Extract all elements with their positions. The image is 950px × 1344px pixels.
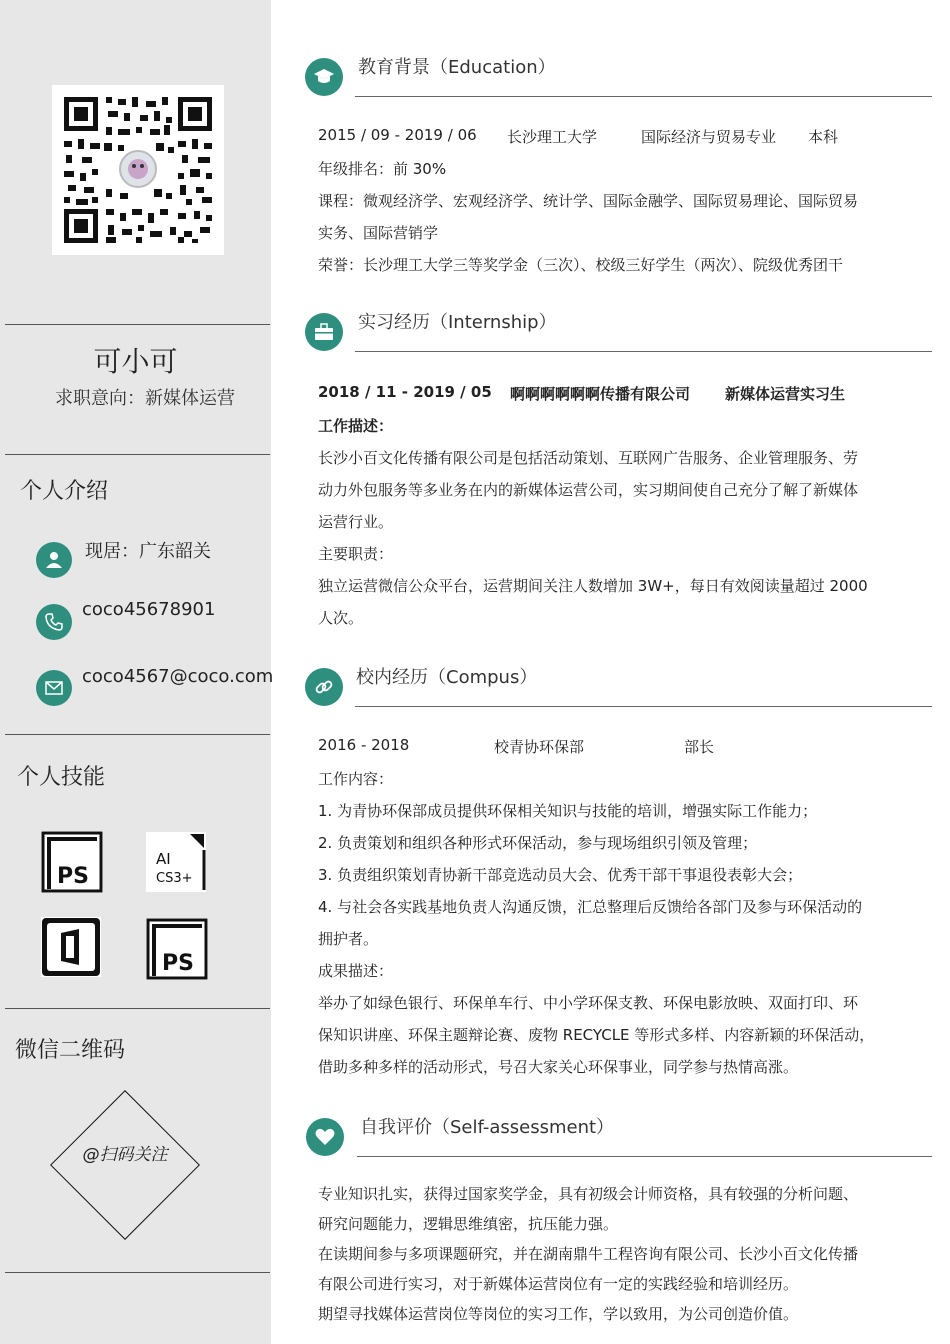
campus-period: 2016 - 2018: [318, 736, 410, 754]
sidebar-divider: [5, 324, 270, 325]
user-icon: [36, 542, 72, 578]
svg-text:CS3+: CS3+: [156, 871, 193, 886]
briefcase-icon: [305, 313, 343, 351]
svg-text:AI: AI: [156, 850, 171, 868]
intro-heading: 个人介绍: [20, 479, 109, 504]
scan-label: @扫码关注: [82, 1145, 168, 1165]
campus-org: 校青协环保部: [494, 738, 585, 756]
job-objective: 求职意向：新媒体运营: [55, 388, 235, 409]
internship-company: 啊啊啊啊啊啊传播有限公司: [510, 385, 691, 403]
section-divider: [355, 706, 932, 707]
phone-number[interactable]: coco45678901: [82, 599, 216, 620]
campus-role: 部长: [684, 738, 715, 756]
self-line: 有限公司进行实习，对于新媒体运营岗位有一定的实践经验和培训经历。: [318, 1275, 799, 1293]
mail-icon: [36, 670, 72, 706]
self-title: 自我评价（Self-assessment）: [360, 1117, 615, 1138]
location: 现居：广东韶关: [85, 541, 211, 562]
campus-line: 保知识讲座、环保主题辩论赛、废物 RECYCLE 等形式多样、内容新颖的环保活动，: [318, 1026, 875, 1044]
sidebar-divider: [5, 734, 270, 735]
campus-title: 校内经历（Compus）: [356, 667, 538, 688]
illustrator-icon: [146, 832, 206, 892]
section-divider: [355, 351, 932, 352]
sidebar-divider: [5, 454, 270, 455]
campus-line: 1. 为青协环保部成员提供环保相关知识与技能的培训，增强实际工作能力；: [318, 802, 818, 820]
phone-icon: [36, 604, 72, 640]
internship-desc-label: 工作描述：: [318, 417, 394, 435]
self-line: 期望寻找媒体运营岗位等岗位的实习工作，学以致用，为公司创造价值。: [318, 1305, 799, 1323]
link-icon: [305, 668, 343, 706]
internship-line: 独立运营微信公众平台，运营期间关注人数增加 3W+，每日有效阅读量超过 2000: [318, 577, 868, 595]
qr-code-graphic: [52, 85, 224, 255]
self-line: 研究问题能力，逻辑思维缜密，抗压能力强。: [318, 1215, 619, 1233]
education-title: 教育背景（Education）: [358, 57, 556, 78]
campus-line: 3. 负责组织策划青协新干部竞选动员大会、优秀干部干事退役表彰大会；: [318, 866, 803, 884]
education-line: 荣誉：长沙理工大学三等奖学金（三次）、校级三好学生（两次）、院级优秀团干: [318, 256, 844, 274]
internship-line: 长沙小百文化传播有限公司是包括活动策划、互联网广告服务、企业管理服务、劳: [318, 449, 859, 467]
candidate-name: 可小可: [93, 345, 178, 378]
heart-icon: [306, 1118, 344, 1156]
internship-line: 人次。: [318, 609, 364, 627]
sidebar-divider: [5, 1008, 270, 1009]
education-line: 年级排名：前 30%: [318, 160, 447, 178]
education-line: 实务、国际营销学: [318, 224, 439, 242]
internship-line: 主要职责：: [318, 545, 394, 563]
self-line: 专业知识扎实，获得过国家奖学金，具有初级会计师资格，具有较强的分析问题、: [318, 1185, 859, 1203]
internship-period: 2018 / 11 - 2019 / 05: [318, 383, 492, 401]
photoshop-icon-2: [146, 918, 208, 980]
self-line: 在读期间参与多项课题研究，并在湖南鼎牛工程咨询有限公司、长沙小百文化传播: [318, 1245, 859, 1263]
campus-line: 举办了如绿色银行、环保单车行、中小学环保支教、环保电影放映、双面打印、环: [318, 994, 859, 1012]
education-line: 课程：微观经济学、宏观经济学、统计学、国际金融学、国际贸易理论、国际贸易: [318, 192, 859, 210]
education-major: 国际经济与贸易专业: [641, 128, 777, 146]
campus-line: 4. 与社会各实践基地负责人沟通反馈，汇总整理后反馈给各部门及参与环保活动的: [318, 898, 863, 916]
wechat-heading: 微信二维码: [15, 1038, 126, 1063]
section-divider: [357, 1156, 932, 1157]
svg-text:PS: PS: [162, 951, 194, 976]
internship-role: 新媒体运营实习生: [725, 385, 846, 403]
office-icon: [41, 917, 101, 977]
section-divider: [355, 96, 932, 97]
internship-title: 实习经历（Internship）: [358, 312, 557, 333]
education-degree: 本科: [808, 128, 839, 146]
campus-line: 拥护者。: [318, 930, 379, 948]
internship-line: 动力外包服务等多业务在内的新媒体运营公司，实习期间使自己充分了解了新媒体: [318, 481, 859, 499]
campus-line: 借助多种多样的活动形式，号召大家关心环保事业，同学参与热情高涨。: [318, 1058, 799, 1076]
graduation-cap-icon: [305, 58, 343, 96]
internship-line: 运营行业。: [318, 513, 394, 531]
photoshop-icon: [41, 831, 103, 893]
skills-heading: 个人技能: [17, 765, 106, 790]
sidebar-divider: [5, 1272, 270, 1273]
campus-line: 2. 负责策划和组织各种形式环保活动，参与现场组织引领及管理；: [318, 834, 758, 852]
campus-line: 成果描述：: [318, 962, 394, 980]
qr-code: [52, 85, 224, 255]
education-period: 2015 / 09 - 2019 / 06: [318, 126, 477, 144]
email-address[interactable]: coco4567@coco.com: [82, 666, 274, 687]
campus-line: 工作内容：: [318, 770, 394, 788]
svg-text:PS: PS: [57, 864, 89, 889]
education-school: 长沙理工大学: [507, 128, 598, 146]
